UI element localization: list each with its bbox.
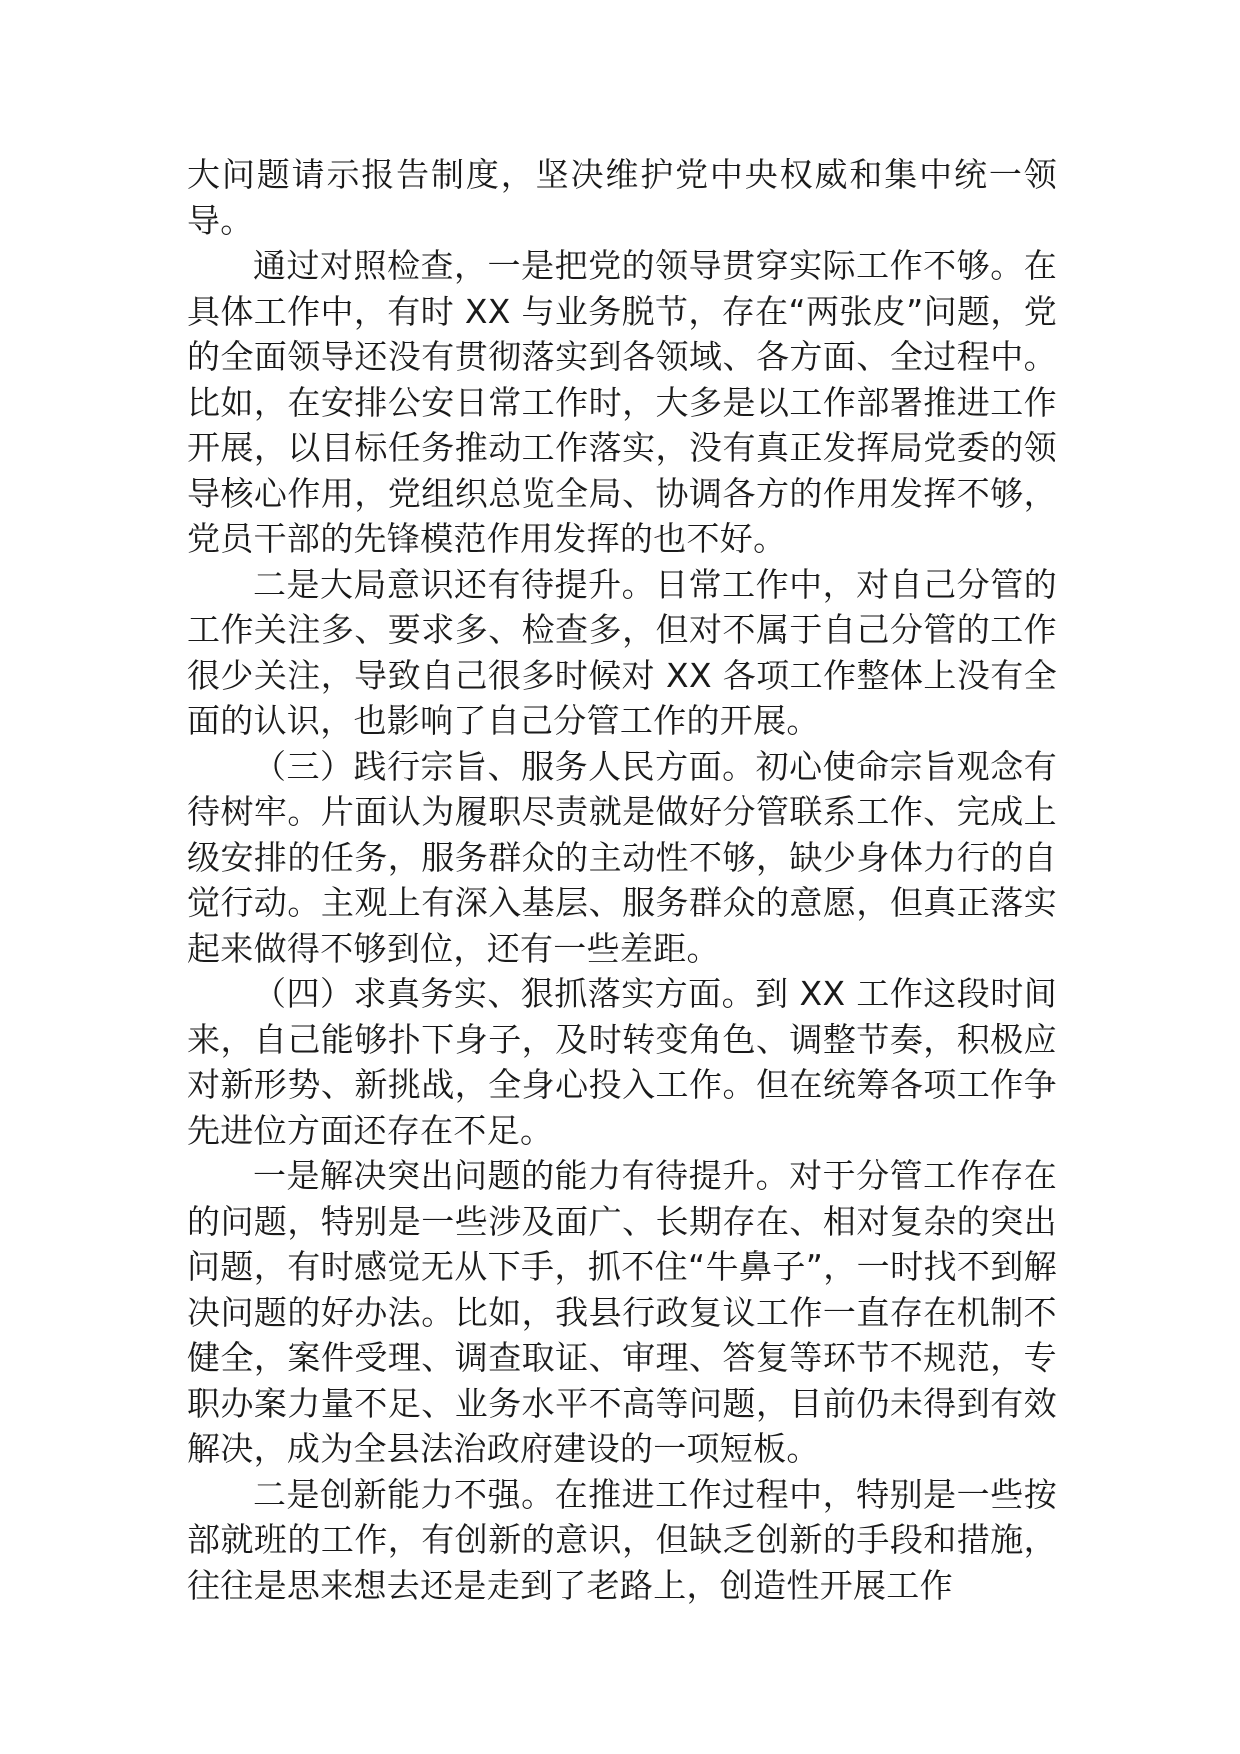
paragraph-3: 二是大局意识还有待提升。日常工作中，对自己分管的工作关注多、要求多、检查多，但对不属于自己分管的工作很少关注，导致自己很多时候对 XX 各项工作整体上没有全面的认识，也影响了自己分管工作的开展。 bbox=[187, 564, 1057, 740]
paragraph-6: 一是解决突出问题的能力有待提升。对于分管工作存在的问题，特别是一些涉及面广、长期存在、相对复杂的突出问题，有时感觉无从下手，抓不住“牛鼻子”，一时找不到解决问题的好办法。比如，我县行政复议工作一直存在机制不健全，案件受理、调查取证、审理、答复等环节不规范，专职办案力量不足、业务水平不高等问题，目前仍未得到有效解决，成为全县法治政府建设的一项短板。 bbox=[187, 1156, 1057, 1468]
paragraph-7: 二是创新能力不强。在推进工作过程中，特别是一些按部就班的工作，有创新的意识，但缺乏创新的手段和措施，往往是思来想去还是走到了老路上，创造性开展工作 bbox=[187, 1474, 1057, 1605]
paragraph-2: 通过对照检查，一是把党的领导贯穿实际工作不够。在具体工作中，有时 XX 与业务脱节，存在“两张皮”问题，党的全面领导还没有贯彻落实到各领域、各方面、全过程中。比如，在安排公安日常工作时，大多是以工作部署推进工作开展，以目标任务推动工作落实，没有真正发挥局党委的领导核心作用，党组织总览全局、协调各方的作用发挥不够，党员干部的先锋模范作用发挥的也不好。 bbox=[187, 246, 1057, 558]
paragraph-4: （三）践行宗旨、服务人民方面。初心使命宗旨观念有待树牢。片面认为履职尽责就是做好分管联系工作、完成上级安排的任务，服务群众的主动性不够，缺少身体力行的自觉行动。主观上有深入基层、服务群众的意愿，但真正落实起来做得不够到位，还有一些差距。 bbox=[187, 746, 1057, 968]
paragraph-5: （四）求真务实、狠抓落实方面。到 XX 工作这段时间来，自己能够扑下身子，及时转变角色、调整节奏，积极应对新形势、新挑战，全身心投入工作。但在统筹各项工作争先进位方面还存在不足。 bbox=[187, 974, 1057, 1150]
document-body bbox=[187, 152, 1057, 1608]
paragraph-1: 大问题请示报告制度，坚决维护党中央权威和集中统一领导。 bbox=[187, 155, 1057, 240]
